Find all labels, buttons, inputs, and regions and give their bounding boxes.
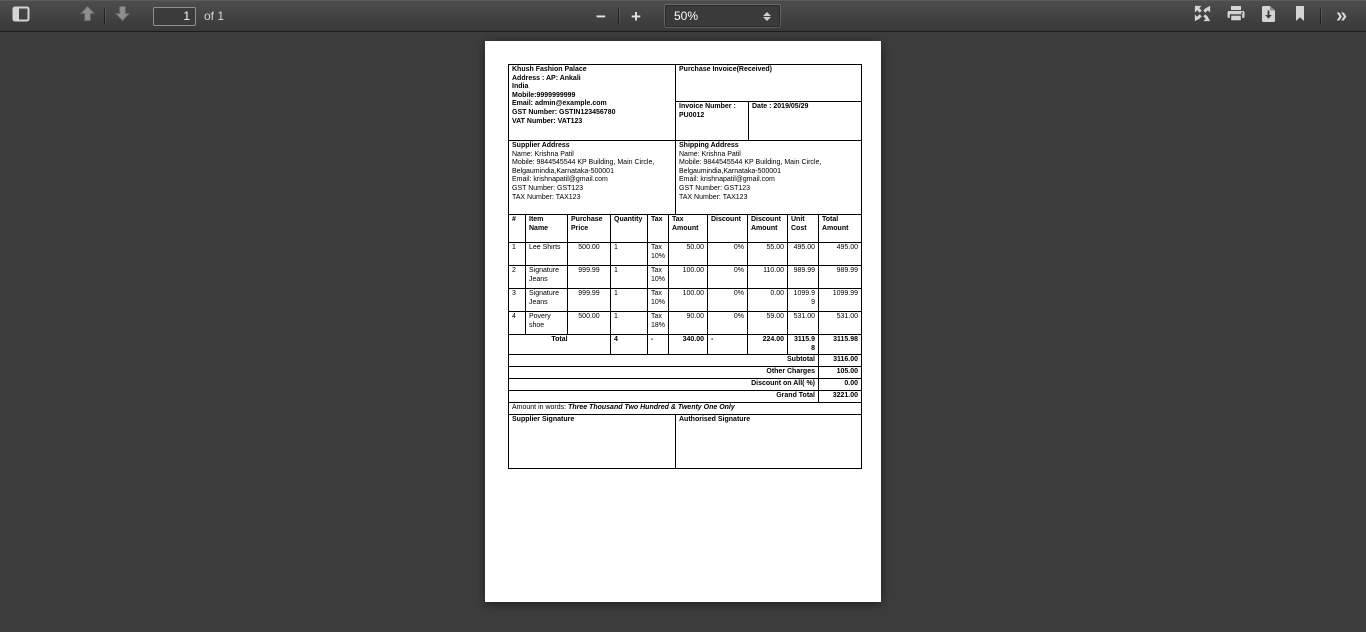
supplier-name: Name: Krishna Patil (512, 150, 574, 158)
amount-in-words-cell (509, 403, 862, 415)
subtotal-label: Subtotal (509, 355, 819, 367)
cell-discount: 0% (708, 243, 748, 266)
cell-total-amount: 495.00 (819, 243, 862, 266)
cell-tax-amount: 90.00 (669, 312, 708, 335)
supplier-mobile: Mobile: 9844545544 KP Building, Main Circle, Belgaumindia,Karnataka-500001 (512, 159, 655, 175)
cell-tax: Tax 10% (648, 243, 669, 266)
cell-unit-cost: 1099.99 (788, 289, 819, 312)
page-number-input[interactable] (153, 7, 196, 26)
supplier-address-cell (509, 141, 676, 215)
cell-tax-amount: 50.00 (669, 243, 708, 266)
print-icon (1226, 5, 1246, 28)
other-charges-value: 105.00 (819, 367, 862, 379)
pdf-page (485, 41, 881, 602)
download-icon (1260, 5, 1277, 28)
items-header-row (509, 215, 862, 243)
grand-total-label: Grand Total (509, 391, 819, 403)
signature-table (508, 414, 862, 469)
zoom-level-value: 50% (674, 9, 699, 23)
item-row (509, 312, 862, 335)
supplier-gst: GST Number: GST123 (512, 184, 584, 192)
total-tax-amount: 340.00 (669, 335, 708, 355)
supplier-tax: TAX Number: TAX123 (512, 193, 581, 201)
next-page-button[interactable] (109, 3, 135, 29)
summary-row (509, 391, 862, 403)
cell-total-amount: 989.99 (819, 266, 862, 289)
col-header: Discount (708, 215, 748, 243)
cell-discount-amount: 110.00 (748, 266, 788, 289)
invoice-number-label: Invoice Number : (679, 102, 736, 110)
cell-discount-amount: 55.00 (748, 243, 788, 266)
cell-discount-amount: 0.00 (748, 289, 788, 312)
cell-discount-amount: 59.00 (748, 312, 788, 335)
discount-on-all-value: 0.00 (819, 379, 862, 391)
col-header: Purchase Price (568, 215, 611, 243)
amount-in-words-label: Amount in words: (512, 404, 567, 412)
total-label: Total (509, 335, 611, 355)
total-discount-amount: 224.00 (748, 335, 788, 355)
shipping-name: Name: Krishna Patil (679, 150, 741, 158)
discount-on-all-label: Discount on All( %) (509, 379, 819, 391)
cell-unit-cost: 531.00 (788, 312, 819, 335)
cell-item-name: Signature Jeans (526, 289, 568, 312)
shipping-tax: TAX Number: TAX123 (679, 193, 748, 201)
sidebar-toggle-button[interactable] (8, 3, 34, 29)
address-table (508, 140, 862, 215)
total-discount: - (708, 335, 748, 355)
cell-index: 2 (509, 266, 526, 289)
supplier-address-title: Supplier Address (512, 142, 570, 149)
more-tools-button[interactable] (1328, 3, 1354, 29)
arrow-up-icon (79, 5, 96, 27)
shipping-address-title: Shipping Address (679, 142, 739, 149)
arrow-down-icon (114, 5, 131, 27)
toolbar-separator (104, 8, 105, 24)
col-header: Quantity (611, 215, 648, 243)
item-row (509, 289, 862, 312)
invoice-document (508, 65, 861, 469)
shipping-email: Email: krishnapatil@gmail.com (679, 176, 775, 184)
cell-unit-cost: 989.99 (788, 266, 819, 289)
cell-quantity: 1 (611, 289, 648, 312)
col-header: # (509, 215, 526, 243)
toolbar-right-group (1189, 0, 1366, 32)
toolbar-separator (618, 8, 619, 24)
supplier-email: Email: krishnapatil@gmail.com (512, 176, 608, 184)
cell-purchase-price: 500.00 (568, 312, 611, 335)
spinner-arrows-icon (763, 12, 771, 21)
print-button[interactable] (1223, 3, 1249, 29)
company-mobile: Mobile:9999999999 (512, 91, 576, 99)
cell-unit-cost: 495.00 (788, 243, 819, 266)
col-header: Unit Cost (788, 215, 819, 243)
items-total-row (509, 335, 862, 355)
download-button[interactable] (1255, 3, 1281, 29)
fullscreen-expand-icon (1193, 4, 1212, 28)
plus-icon: + (631, 6, 641, 26)
cell-index: 1 (509, 243, 526, 266)
company-email: Email: admin@example.com (512, 100, 607, 108)
summary-table (508, 354, 862, 403)
page-count-label: of 1 (204, 9, 225, 23)
shipping-gst: GST Number: GST123 (679, 184, 751, 192)
amount-in-words-value: Three Thousand Two Hundred & Twenty One Only (568, 404, 735, 412)
cell-item-name: Signature Jeans (526, 266, 568, 289)
invoice-date-cell: Date : 2019/05/29 (749, 101, 862, 140)
company-vat: VAT Number: VAT123 (512, 117, 583, 125)
cell-index: 4 (509, 312, 526, 335)
summary-row (509, 367, 862, 379)
shipping-address-cell (676, 141, 862, 215)
cell-discount: 0% (708, 312, 748, 335)
authorised-signature-cell: Authorised Signature (676, 415, 862, 469)
minus-icon: − (596, 6, 606, 26)
col-header: Tax (648, 215, 669, 243)
total-tax: - (648, 335, 669, 355)
cell-tax: Tax 10% (648, 289, 669, 312)
cell-tax-amount: 100.00 (669, 289, 708, 312)
invoice-header-table (508, 64, 862, 141)
sidebar-toggle-icon (12, 6, 30, 27)
col-header: Tax Amount (669, 215, 708, 243)
company-country: India (512, 83, 529, 91)
cell-total-amount: 1099.99 (819, 289, 862, 312)
double-chevron-icon: » (1335, 5, 1347, 27)
invoice-number-cell (676, 101, 749, 140)
company-name: Khush Fashion Palace (512, 66, 587, 73)
cell-purchase-price: 999.99 (568, 266, 611, 289)
shipping-mobile: Mobile: 9844545544 KP Building, Main Circle, Belgaumindia,Karnataka-500001 (679, 159, 822, 175)
cell-discount: 0% (708, 289, 748, 312)
company-info-cell (509, 65, 676, 141)
cell-index: 3 (509, 289, 526, 312)
zoom-in-button[interactable] (623, 3, 649, 29)
cell-tax: Tax 18% (648, 312, 669, 335)
items-table (508, 214, 862, 355)
bookmark-icon (1293, 5, 1307, 27)
cell-quantity: 1 (611, 266, 648, 289)
cell-discount: 0% (708, 266, 748, 289)
col-header: Discount Amount (748, 215, 788, 243)
company-address: Address : AP: Ankali (512, 74, 581, 82)
summary-row (509, 355, 862, 367)
toolbar-left-group (0, 0, 224, 32)
grand-total-value: 3221.00 (819, 391, 862, 403)
cell-total-amount: 531.00 (819, 312, 862, 335)
pdf-viewer-container[interactable] (0, 32, 1366, 631)
item-row (509, 266, 862, 289)
col-header: Total Amount (819, 215, 862, 243)
company-gst: GST Number: GSTIN123456780 (512, 108, 616, 116)
bookmark-current-view-button[interactable] (1287, 3, 1313, 29)
cell-purchase-price: 500.00 (568, 243, 611, 266)
presentation-mode-button[interactable] (1189, 3, 1215, 29)
invoice-title-cell: Purchase Invoice(Received) (676, 65, 862, 102)
cell-item-name: Lee Shirts (526, 243, 568, 266)
invoice-number-value: PU0012 (679, 111, 705, 119)
cell-purchase-price: 999.99 (568, 289, 611, 312)
cell-tax-amount: 100.00 (669, 266, 708, 289)
zoom-out-button[interactable] (588, 3, 614, 29)
toolbar-zoom-group (588, 0, 780, 32)
total-unit-cost: 3115.98 (788, 335, 819, 355)
cell-quantity: 1 (611, 243, 648, 266)
previous-page-button[interactable] (74, 3, 100, 29)
other-charges-label: Other Charges (509, 367, 819, 379)
cell-item-name: Povery shoe (526, 312, 568, 335)
pdf-viewer-toolbar (0, 0, 1366, 32)
total-amount: 3115.98 (819, 335, 862, 355)
cell-tax: Tax 10% (648, 266, 669, 289)
toolbar-separator (1320, 8, 1321, 24)
supplier-signature-cell: Supplier Signature (509, 415, 676, 469)
item-row (509, 243, 862, 266)
subtotal-value: 3116.00 (819, 355, 862, 367)
zoom-level-select[interactable] (665, 5, 780, 27)
summary-row (509, 379, 862, 391)
cell-quantity: 1 (611, 312, 648, 335)
total-quantity: 4 (611, 335, 648, 355)
col-header: Item Name (526, 215, 568, 243)
